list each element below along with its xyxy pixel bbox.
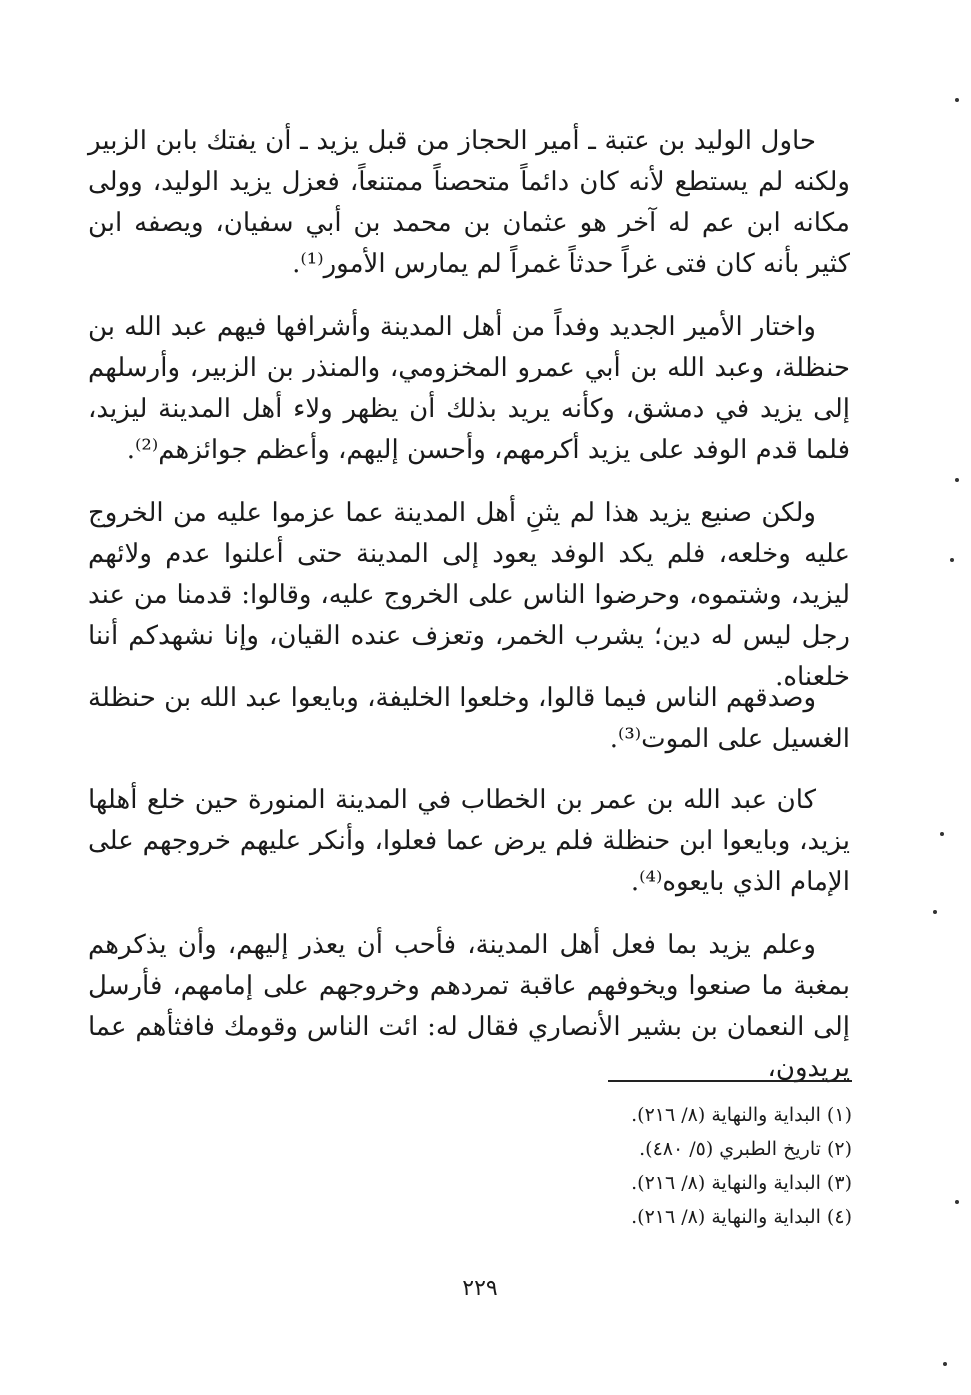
margin-speck	[955, 478, 959, 482]
margin-speck	[943, 1362, 947, 1366]
margin-speck	[955, 98, 959, 102]
footnotes	[500, 1098, 852, 1234]
footnote-1: (١) البداية والنهاية (٨/ ٢١٦).	[631, 1104, 852, 1126]
paragraph-5: كان عبد الله بن عمر بن الخطاب في المدينة المنورة حين خلع أهلها يزيد، وبايعوا ابن حنظلة فلم يرض عما فعلوا، وأنكر عليهم خروجهم على الإمام الذي بايعوه⁽⁴⁾.	[88, 785, 850, 897]
paragraph-3: ولكن صنيع يزيد هذا لم يثنِ أهل المدينة عما عزموا عليه من الخروج عليه وخلعه، فلم يكد الوفد يعود إلى المدينة حتى أعلنوا عدم ولائهم ليزيد، وشتموه، وحرضوا الناس على الخروج عليه، وقالوا: قدمنا من عند رجل ليس له دين؛ يشرب الخمر، وتعزف عنده القيان، وإنا نشهدكم أننا خلعناه.	[88, 498, 850, 692]
margin-speck	[940, 832, 944, 836]
paragraph-4: وصدقهم الناس فيما قالوا، وخلعوا الخليفة، وبايعوا عبد الله بن حنظلة الغسيل على الموت⁽³⁾.	[88, 683, 850, 754]
paragraph-1: حاول الوليد بن عتبة ـ أمير الحجاز من قبل يزيد ـ أن يفتك بابن الزبير ولكنه لم يستطع لأنه كان دائماً متحصناً ممتنعاً، فعزل يزيد الوليد، وولى مكانه ابن عم له آخر هو عثمان بن محمد بن أبي سفيان، ويصفه ابن كثير بأنه كان فتى غراً حدثاً غمراً لم يمارس الأمور⁽¹⁾.	[88, 126, 850, 279]
margin-speck	[950, 558, 954, 562]
footnote-separator	[608, 1080, 852, 1082]
paragraph-6: وعلم يزيد بما فعل أهل المدينة، فأحب أن يعذر إليهم، وأن يذكرهم بمغبة ما صنعوا ويخوفهم عاقبة تمردهم وخروجهم على إمامهم، فأرسل إلى النعمان بن بشير الأنصاري فقال له: ائت الناس وقومك فافثأهم عما يريدون،	[88, 930, 850, 1083]
margin-speck	[933, 910, 937, 914]
footnote-3: (٣) البداية والنهاية (٨/ ٢١٦).	[631, 1172, 852, 1194]
paragraph-2: واختار الأمير الجديد وفداً من أهل المدينة وأشرافها فيهم عبد الله بن حنظلة، وعبد الله بن أبي عمرو المخزومي، والمنذر بن الزبير، وأرسلهم إلى يزيد في دمشق، وكأنه يريد بذلك أن يظهر ولاء أهل المدينة ليزيد، فلما قدم الوفد على يزيد أكرمهم، وأحسن إليهم، وأعظم جوائزهم⁽²⁾.	[88, 312, 850, 465]
margin-speck	[955, 1200, 959, 1204]
footnote-2: (٢) تاريخ الطبري (٥/ ٤٨٠).	[639, 1138, 852, 1160]
footnote-4: (٤) البداية والنهاية (٨/ ٢١٦).	[631, 1206, 852, 1228]
page-number: ٢٢٩	[462, 1276, 498, 1301]
